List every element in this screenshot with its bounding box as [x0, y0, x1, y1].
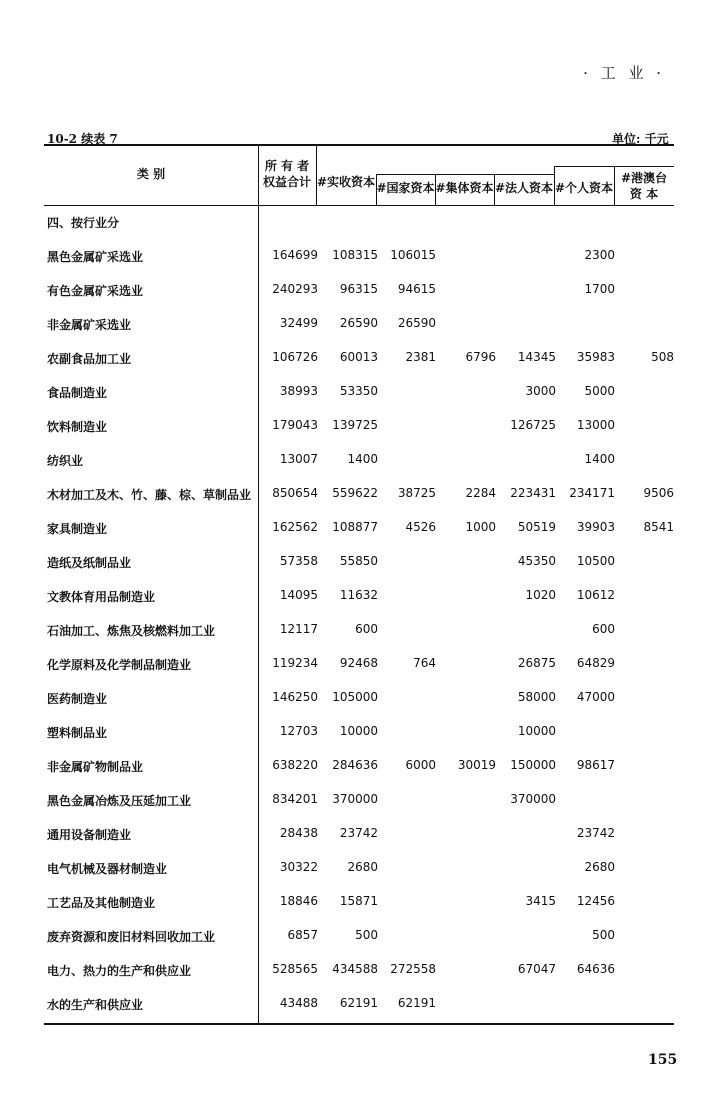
header-subrule: [376, 174, 554, 175]
row-value: 15871: [339, 894, 378, 908]
table-row: [0, 554, 717, 574]
table-row: [0, 588, 717, 608]
table-row: [0, 792, 717, 812]
row-category: 饮料制造业: [47, 420, 108, 434]
table-row: [0, 894, 717, 914]
row-value: 162562: [272, 520, 318, 534]
row-value: 434588: [332, 962, 378, 976]
row-value: 108315: [332, 248, 378, 262]
table-row: [0, 384, 717, 404]
row-value: 119234: [272, 656, 318, 670]
row-category: 纺织业: [47, 454, 84, 468]
row-category: 废弃资源和废旧材料回收加工业: [47, 930, 216, 944]
column-header-individual-capital: #个人资本: [554, 181, 614, 195]
row-value: 12456: [576, 894, 615, 908]
table-caption: 10-2 续表 7: [47, 132, 118, 146]
row-value: 64636: [576, 962, 615, 976]
column-header-hk-macao-tw-capital: #港澳台 资 本: [620, 171, 668, 201]
section-title: · 工 业 ·: [583, 64, 665, 82]
row-value: 2284: [465, 486, 496, 500]
row-value: 98617: [576, 758, 615, 772]
row-value: 53350: [339, 384, 378, 398]
row-value: 38993: [279, 384, 318, 398]
row-value: 500: [355, 928, 378, 942]
column-header-category: 类 别: [136, 167, 166, 181]
table-header-rule: [44, 205, 674, 206]
row-value: 39903: [576, 520, 615, 534]
row-value: 370000: [332, 792, 378, 806]
row-value: 146250: [272, 690, 318, 704]
row-value: 32499: [279, 316, 318, 330]
row-category: 木材加工及木、竹、藤、棕、草制品业: [47, 488, 252, 502]
row-value: 2300: [584, 248, 615, 262]
table-row: [0, 282, 717, 302]
row-category: 医药制造业: [47, 692, 108, 706]
row-category: 工艺品及其他制造业: [47, 896, 156, 910]
table-row: [0, 690, 717, 710]
row-value: 850654: [272, 486, 318, 500]
row-value: 47000: [576, 690, 615, 704]
row-value: 28438: [279, 826, 318, 840]
row-value: 30322: [279, 860, 318, 874]
row-value: 35983: [576, 350, 615, 364]
row-value: 528565: [272, 962, 318, 976]
column-header-legal-person-capital: #法人资本: [494, 181, 554, 195]
row-value: 14345: [517, 350, 556, 364]
row-category: 黑色金属矿采选业: [47, 250, 144, 264]
row-value: 1020: [525, 588, 556, 602]
row-value: 55850: [339, 554, 378, 568]
table-bottom-rule: [44, 1023, 674, 1025]
row-category: 有色金属矿采选业: [47, 284, 144, 298]
column-header-owner-equity: 所 有 者 权益合计: [262, 159, 311, 189]
row-value: 64829: [576, 656, 615, 670]
row-value: 3415: [525, 894, 556, 908]
row-value: 58000: [517, 690, 556, 704]
row-value: 108877: [332, 520, 378, 534]
table-row: [0, 758, 717, 778]
table-row: [0, 452, 717, 472]
row-value: 223431: [510, 486, 556, 500]
row-value: 92468: [339, 656, 378, 670]
row-value: 1700: [584, 282, 615, 296]
row-value: 105000: [332, 690, 378, 704]
row-value: 179043: [272, 418, 318, 432]
table-row: [0, 316, 717, 336]
row-value: 38725: [397, 486, 436, 500]
unit-label: 单位: 千元: [612, 132, 669, 146]
row-value: 45350: [517, 554, 556, 568]
row-category: 电气机械及器材制造业: [47, 862, 168, 876]
row-category: 造纸及纸制品业: [47, 556, 132, 570]
table-row: [0, 520, 717, 540]
row-value: 370000: [510, 792, 556, 806]
row-value: 62191: [339, 996, 378, 1010]
row-category: 文教体育用品制造业: [47, 590, 156, 604]
row-value: 508: [651, 350, 674, 364]
row-value: 834201: [272, 792, 318, 806]
row-value: 3000: [525, 384, 556, 398]
category-column-divider: [258, 144, 259, 1023]
row-value: 26590: [397, 316, 436, 330]
column-header-state-capital: #国家资本: [376, 181, 435, 195]
header-subrule: [554, 166, 674, 167]
table-row: [0, 418, 717, 438]
row-value: 43488: [279, 996, 318, 1010]
row-value: 2680: [584, 860, 615, 874]
row-value: 240293: [272, 282, 318, 296]
row-value: 764: [413, 656, 436, 670]
row-category: 食品制造业: [47, 386, 108, 400]
table-row: [0, 860, 717, 880]
row-value: 62191: [397, 996, 436, 1010]
row-value: 94615: [397, 282, 436, 296]
table-row: [0, 724, 717, 744]
row-value: 10612: [576, 588, 615, 602]
row-value: 4526: [405, 520, 436, 534]
table-row: [0, 928, 717, 948]
row-value: 1000: [465, 520, 496, 534]
row-value: 6857: [287, 928, 318, 942]
table-row: [0, 962, 717, 982]
page-number: 155: [648, 1052, 678, 1068]
row-value: 12703: [279, 724, 318, 738]
table-row: [0, 350, 717, 370]
row-value: 600: [355, 622, 378, 636]
column-header-collective-capital: #集体资本: [435, 181, 494, 195]
column-header-paid-in-capital: #实收资本: [316, 175, 376, 189]
row-value: 10500: [576, 554, 615, 568]
row-value: 284636: [332, 758, 378, 772]
row-category: 非金属矿采选业: [47, 318, 132, 332]
row-value: 1400: [584, 452, 615, 466]
row-value: 106015: [390, 248, 436, 262]
row-value: 13007: [279, 452, 318, 466]
row-category: 黑色金属冶炼及压延加工业: [47, 794, 192, 808]
row-value: 26590: [339, 316, 378, 330]
row-value: 18846: [279, 894, 318, 908]
row-value: 14095: [279, 588, 318, 602]
table-row: [0, 214, 717, 234]
row-value: 23742: [339, 826, 378, 840]
row-value: 1400: [347, 452, 378, 466]
row-value: 272558: [390, 962, 436, 976]
row-value: 26875: [517, 656, 556, 670]
table-row: [0, 826, 717, 846]
table-row: [0, 996, 717, 1016]
row-category: 四、按行业分: [47, 216, 120, 230]
row-value: 10000: [517, 724, 556, 738]
table-row: [0, 656, 717, 676]
row-category: 农副食品加工业: [47, 352, 132, 366]
row-value: 9506: [643, 486, 674, 500]
row-value: 57358: [279, 554, 318, 568]
row-value: 150000: [510, 758, 556, 772]
row-value: 2680: [347, 860, 378, 874]
row-value: 23742: [576, 826, 615, 840]
row-value: 6796: [465, 350, 496, 364]
row-value: 30019: [457, 758, 496, 772]
table-row: [0, 622, 717, 642]
row-category: 石油加工、炼焦及核燃料加工业: [47, 624, 216, 638]
row-value: 6000: [405, 758, 436, 772]
row-category: 家具制造业: [47, 522, 108, 536]
row-category: 非金属矿物制品业: [47, 760, 144, 774]
row-category: 电力、热力的生产和供应业: [47, 964, 192, 978]
row-value: 11632: [339, 588, 378, 602]
row-value: 8541: [643, 520, 674, 534]
row-value: 96315: [339, 282, 378, 296]
row-value: 50519: [517, 520, 556, 534]
row-value: 5000: [584, 384, 615, 398]
row-value: 13000: [576, 418, 615, 432]
row-value: 559622: [332, 486, 378, 500]
row-category: 通用设备制造业: [47, 828, 132, 842]
row-value: 12117: [279, 622, 318, 636]
row-category: 水的生产和供应业: [47, 998, 144, 1012]
table-top-rule: [44, 144, 674, 146]
row-value: 2381: [405, 350, 436, 364]
row-value: 500: [592, 928, 615, 942]
row-value: 10000: [339, 724, 378, 738]
row-value: 164699: [272, 248, 318, 262]
row-category: 化学原料及化学制品制造业: [47, 658, 192, 672]
row-value: 600: [592, 622, 615, 636]
table-row: [0, 248, 717, 268]
row-value: 67047: [517, 962, 556, 976]
row-value: 106726: [272, 350, 318, 364]
table-row: [0, 486, 717, 506]
row-category: 塑料制品业: [47, 726, 108, 740]
row-value: 60013: [339, 350, 378, 364]
row-value: 126725: [510, 418, 556, 432]
row-value: 234171: [569, 486, 615, 500]
row-value: 139725: [332, 418, 378, 432]
row-value: 638220: [272, 758, 318, 772]
